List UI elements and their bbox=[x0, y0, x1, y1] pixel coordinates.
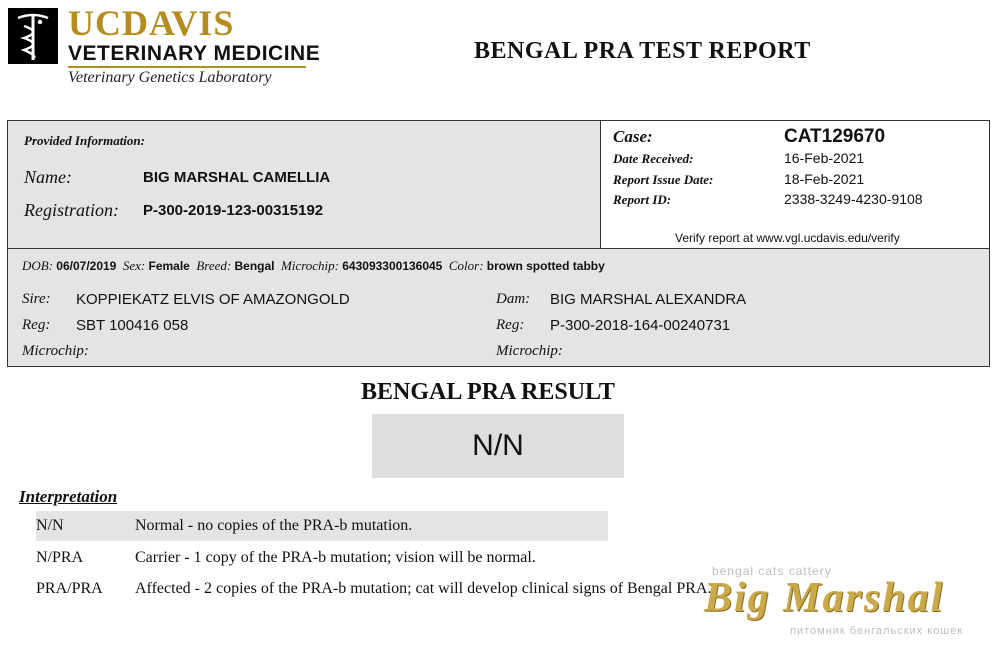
registration-label: Registration: bbox=[24, 200, 119, 220]
result-box bbox=[372, 414, 624, 478]
interpretation-desc: Affected - 2 copies of the PRA-b mutation; cat will develop clinical signs of Bengal PRA. bbox=[135, 580, 712, 597]
result-value: N/N bbox=[472, 429, 524, 462]
issue-date-value: 18-Feb-2021 bbox=[784, 171, 865, 187]
interpretation-row-normal bbox=[36, 511, 608, 541]
name-label: Name: bbox=[24, 167, 72, 187]
dam-value: BIG MARSHAL ALEXANDRA bbox=[550, 291, 747, 308]
name-value: BIG MARSHAL CAMELLIA bbox=[143, 169, 331, 186]
dam-label: Dam: bbox=[496, 291, 531, 307]
sex-value: Female bbox=[148, 259, 190, 273]
logo-school: VETERINARY MEDICINE bbox=[68, 42, 321, 65]
sire-value: KOPPIEKATZ ELVIS OF AMAZONGOLD bbox=[76, 291, 350, 308]
animal-details bbox=[22, 258, 605, 274]
date-received-value: 16-Feb-2021 bbox=[784, 150, 865, 166]
microchip-value: 643093300136045 bbox=[342, 259, 443, 273]
logo-ucdavis: UCDAVIS bbox=[68, 3, 235, 43]
parents-panel bbox=[8, 283, 989, 366]
breed-value: Bengal bbox=[234, 259, 275, 273]
sire-label: Sire: bbox=[22, 291, 51, 307]
case-label: Case: bbox=[613, 127, 653, 146]
logo-lab-name: Veterinary Genetics Laboratory bbox=[68, 69, 272, 86]
sire-microchip-label: Microchip: bbox=[22, 343, 89, 359]
report-id-label: Report ID: bbox=[613, 192, 672, 207]
logo-divider bbox=[68, 66, 306, 68]
case-value: CAT129670 bbox=[784, 126, 886, 147]
registration-value: P-300-2019-123-00315192 bbox=[143, 202, 324, 219]
verify-link[interactable]: Verify report at www.vgl.ucdavis.edu/verify bbox=[675, 231, 900, 245]
provided-info-panel bbox=[8, 121, 601, 248]
interpretation-desc: Carrier - 1 copy of the PRA-b mutation; vision will be normal. bbox=[135, 549, 536, 566]
interpretation-desc: Normal - no copies of the PRA-b mutation. bbox=[135, 517, 413, 534]
interpretation-code: N/N bbox=[36, 517, 64, 534]
watermark-subtitle: питомник бенгальских кошек bbox=[790, 625, 964, 637]
breed-label: Breed: bbox=[196, 258, 232, 273]
date-received-label: Date Received: bbox=[613, 151, 694, 166]
issue-date-label: Report Issue Date: bbox=[613, 172, 714, 187]
sire-reg-value: SBT 100416 058 bbox=[76, 317, 189, 334]
dam-reg-label: Reg: bbox=[496, 317, 525, 333]
microchip-label: Microchip: bbox=[281, 258, 339, 273]
sex-label: Sex: bbox=[122, 258, 146, 273]
watermark-tagline: bengal cats cattery bbox=[712, 564, 832, 578]
ucdavis-caduceus-logo-icon bbox=[8, 8, 58, 64]
case-panel bbox=[601, 121, 989, 248]
sire-reg-label: Reg: bbox=[22, 317, 51, 333]
interpretation-heading: Interpretation bbox=[19, 487, 118, 506]
interpretation-row-carrier bbox=[36, 543, 608, 573]
dam-microchip-label: Microchip: bbox=[496, 343, 563, 359]
animal-details-row bbox=[8, 248, 989, 284]
result-heading: BENGAL PRA RESULT bbox=[361, 379, 615, 405]
watermark-brand: Big Marshal bbox=[704, 575, 945, 621]
dam-reg-value: P-300-2018-164-00240731 bbox=[550, 317, 731, 334]
report-id-value: 2338-3249-4230-9108 bbox=[784, 191, 923, 207]
dob-label: DOB: bbox=[22, 258, 54, 273]
interpretation-row-affected bbox=[36, 574, 712, 604]
color-label: Color: bbox=[448, 258, 484, 273]
interpretation-code: PRA/PRA bbox=[36, 580, 103, 597]
color-value: brown spotted tabby bbox=[486, 259, 605, 273]
interpretation-code: N/PRA bbox=[36, 549, 84, 566]
report-title: BENGAL PRA TEST REPORT bbox=[474, 38, 811, 64]
dob-value: 06/07/2019 bbox=[56, 259, 117, 273]
provided-info-heading: Provided Information: bbox=[24, 133, 145, 148]
